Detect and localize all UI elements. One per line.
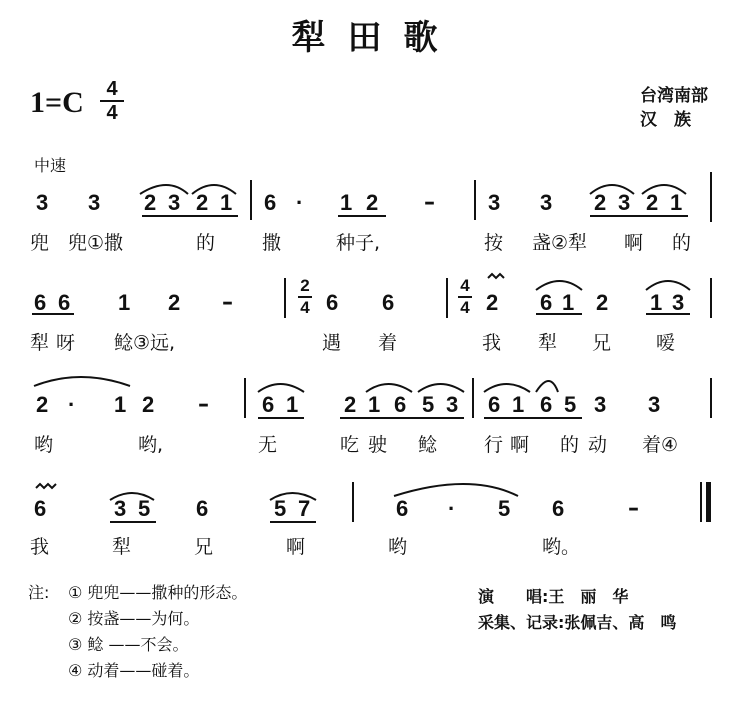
score-row-3 xyxy=(0,378,751,458)
note: 3 xyxy=(594,392,607,417)
slurs-and-beams xyxy=(0,268,751,328)
origin-ethnicity: 汉 族 xyxy=(640,110,691,130)
note: 1 xyxy=(220,190,233,215)
note: 6 xyxy=(264,190,277,215)
lyric: 无 xyxy=(258,434,278,456)
note-extension: – xyxy=(424,190,435,215)
note-extension: – xyxy=(628,496,639,521)
key-signature: 1=C xyxy=(30,86,84,119)
lyric: 啊 xyxy=(510,434,530,456)
note: 2 xyxy=(366,190,379,215)
note: 6 xyxy=(196,496,209,521)
lyric: 吃 xyxy=(340,434,360,456)
footnote-item: ① 兜兜——撒种的形态。 xyxy=(68,583,248,602)
note: 5 xyxy=(138,496,151,521)
lyric: 哟 xyxy=(34,434,54,456)
lyric: 兄 xyxy=(194,536,214,558)
lyric: 哟, xyxy=(138,434,164,456)
meter-bottom: 4 xyxy=(106,102,118,124)
note: · xyxy=(296,190,304,215)
lyric: 哟 xyxy=(388,536,408,558)
note: 2 xyxy=(486,290,499,315)
note: 6 xyxy=(58,290,71,315)
time-signature xyxy=(100,80,124,122)
score-row-2 xyxy=(0,278,751,358)
lyric: 着 xyxy=(378,332,398,354)
lyric: 着④ xyxy=(642,434,679,456)
meter-top: 4 xyxy=(106,78,118,100)
note: 7 xyxy=(298,496,311,521)
note: 6 xyxy=(396,496,409,521)
footnote-list xyxy=(68,580,247,684)
song-origin xyxy=(640,84,708,132)
lyric: 我 xyxy=(30,536,50,558)
note: 3 xyxy=(88,190,101,215)
score-row-4 xyxy=(0,478,751,558)
footnote-item: ③ 鲶 ——不会。 xyxy=(68,635,189,654)
note: 2 xyxy=(596,290,609,315)
note: 2 xyxy=(344,392,357,417)
lyric: 动 xyxy=(588,434,608,456)
lyric: 鲶 xyxy=(418,434,438,456)
lyric: 行 xyxy=(484,434,504,456)
lyric: 犁 xyxy=(538,332,558,354)
note: 6 xyxy=(326,290,339,315)
credit-performer xyxy=(478,584,676,610)
note: 2 xyxy=(168,290,181,315)
score-row-1 xyxy=(0,180,751,260)
lyric: 驶 xyxy=(368,434,388,456)
note: 6 xyxy=(488,392,501,417)
lyric: 犁 xyxy=(112,536,132,558)
note: 2 xyxy=(36,392,49,417)
note: 3 xyxy=(488,190,501,215)
note: 1 xyxy=(512,392,525,417)
lyric: 按 xyxy=(484,232,504,254)
note: 6 xyxy=(382,290,395,315)
note: 2 xyxy=(144,190,157,215)
origin-region: 台湾南部 xyxy=(640,86,708,106)
note: 5 xyxy=(274,496,287,521)
lyric: 兜①撒 xyxy=(68,232,124,254)
slurs-and-beams xyxy=(0,478,751,538)
note: 5 xyxy=(564,392,577,417)
ts-top: 2 xyxy=(300,276,310,295)
note: 3 xyxy=(36,190,49,215)
lyric: 啊 xyxy=(286,536,306,558)
footnote-item: ② 按盏——为何。 xyxy=(68,609,200,628)
lyric: 兄 xyxy=(592,332,612,354)
note: 3 xyxy=(648,392,661,417)
lyric: 鲶③远, xyxy=(114,332,176,354)
lyric: 啊 xyxy=(624,232,644,254)
credit-collector xyxy=(478,610,676,636)
note: 6 xyxy=(540,290,553,315)
note: 3 xyxy=(168,190,181,215)
note: · xyxy=(68,392,76,417)
note: 1 xyxy=(340,190,353,215)
lyric: 的 xyxy=(560,434,580,456)
lyric: 种子, xyxy=(336,232,381,254)
note: 6 xyxy=(34,496,47,521)
lyric: 哟。 xyxy=(542,536,581,558)
credit-value: 王 丽 华 xyxy=(548,587,629,606)
note: 2 xyxy=(196,190,209,215)
note: 1 xyxy=(670,190,683,215)
note: 1 xyxy=(368,392,381,417)
lyric: 我 xyxy=(482,332,502,354)
note: 2 xyxy=(646,190,659,215)
lyric: 呀 xyxy=(56,332,76,354)
ts-bottom: 4 xyxy=(460,298,470,317)
note: 3 xyxy=(618,190,631,215)
note: 1 xyxy=(562,290,575,315)
note: 6 xyxy=(262,392,275,417)
ts-top: 4 xyxy=(460,276,470,295)
note: 6 xyxy=(540,392,553,417)
note: 5 xyxy=(422,392,435,417)
lyric: 犁 xyxy=(30,332,50,354)
ts-bottom: 4 xyxy=(300,298,310,317)
credits xyxy=(478,584,676,636)
note: · xyxy=(448,496,456,521)
credit-value: 张佩吉、高 鸣 xyxy=(564,613,677,632)
footnote-label: 注: xyxy=(28,583,50,602)
note: 5 xyxy=(498,496,511,521)
note: 1 xyxy=(114,392,127,417)
footnote-item: ④ 动着——碰着。 xyxy=(68,661,200,680)
note: 2 xyxy=(594,190,607,215)
lyric: 撒 xyxy=(262,232,282,254)
lyric: 遇 xyxy=(322,332,342,354)
lyric: 盏②犁 xyxy=(532,232,588,254)
note: 2 xyxy=(142,392,155,417)
note: 3 xyxy=(446,392,459,417)
note: 6 xyxy=(34,290,47,315)
note: 3 xyxy=(672,290,685,315)
note: 3 xyxy=(114,496,127,521)
note: 1 xyxy=(286,392,299,417)
slurs-and-beams xyxy=(0,180,751,230)
lyric: 兜 xyxy=(30,232,50,254)
slurs-and-beams xyxy=(0,370,751,430)
lyric: 嗳 xyxy=(656,332,676,354)
lyric: 的 xyxy=(196,232,216,254)
note: 1 xyxy=(118,290,131,315)
note: 1 xyxy=(650,290,663,315)
song-title: 犁田歌 xyxy=(291,18,460,58)
tempo-marking: 中速 xyxy=(34,156,67,175)
note: 6 xyxy=(552,496,565,521)
note: 6 xyxy=(394,392,407,417)
note-extension: – xyxy=(198,392,209,417)
credit-label: 采集、记录: xyxy=(478,613,565,632)
note: 3 xyxy=(540,190,553,215)
note-extension: – xyxy=(222,290,233,315)
lyric: 的 xyxy=(672,232,692,254)
credit-label: 演 唱: xyxy=(478,587,549,606)
